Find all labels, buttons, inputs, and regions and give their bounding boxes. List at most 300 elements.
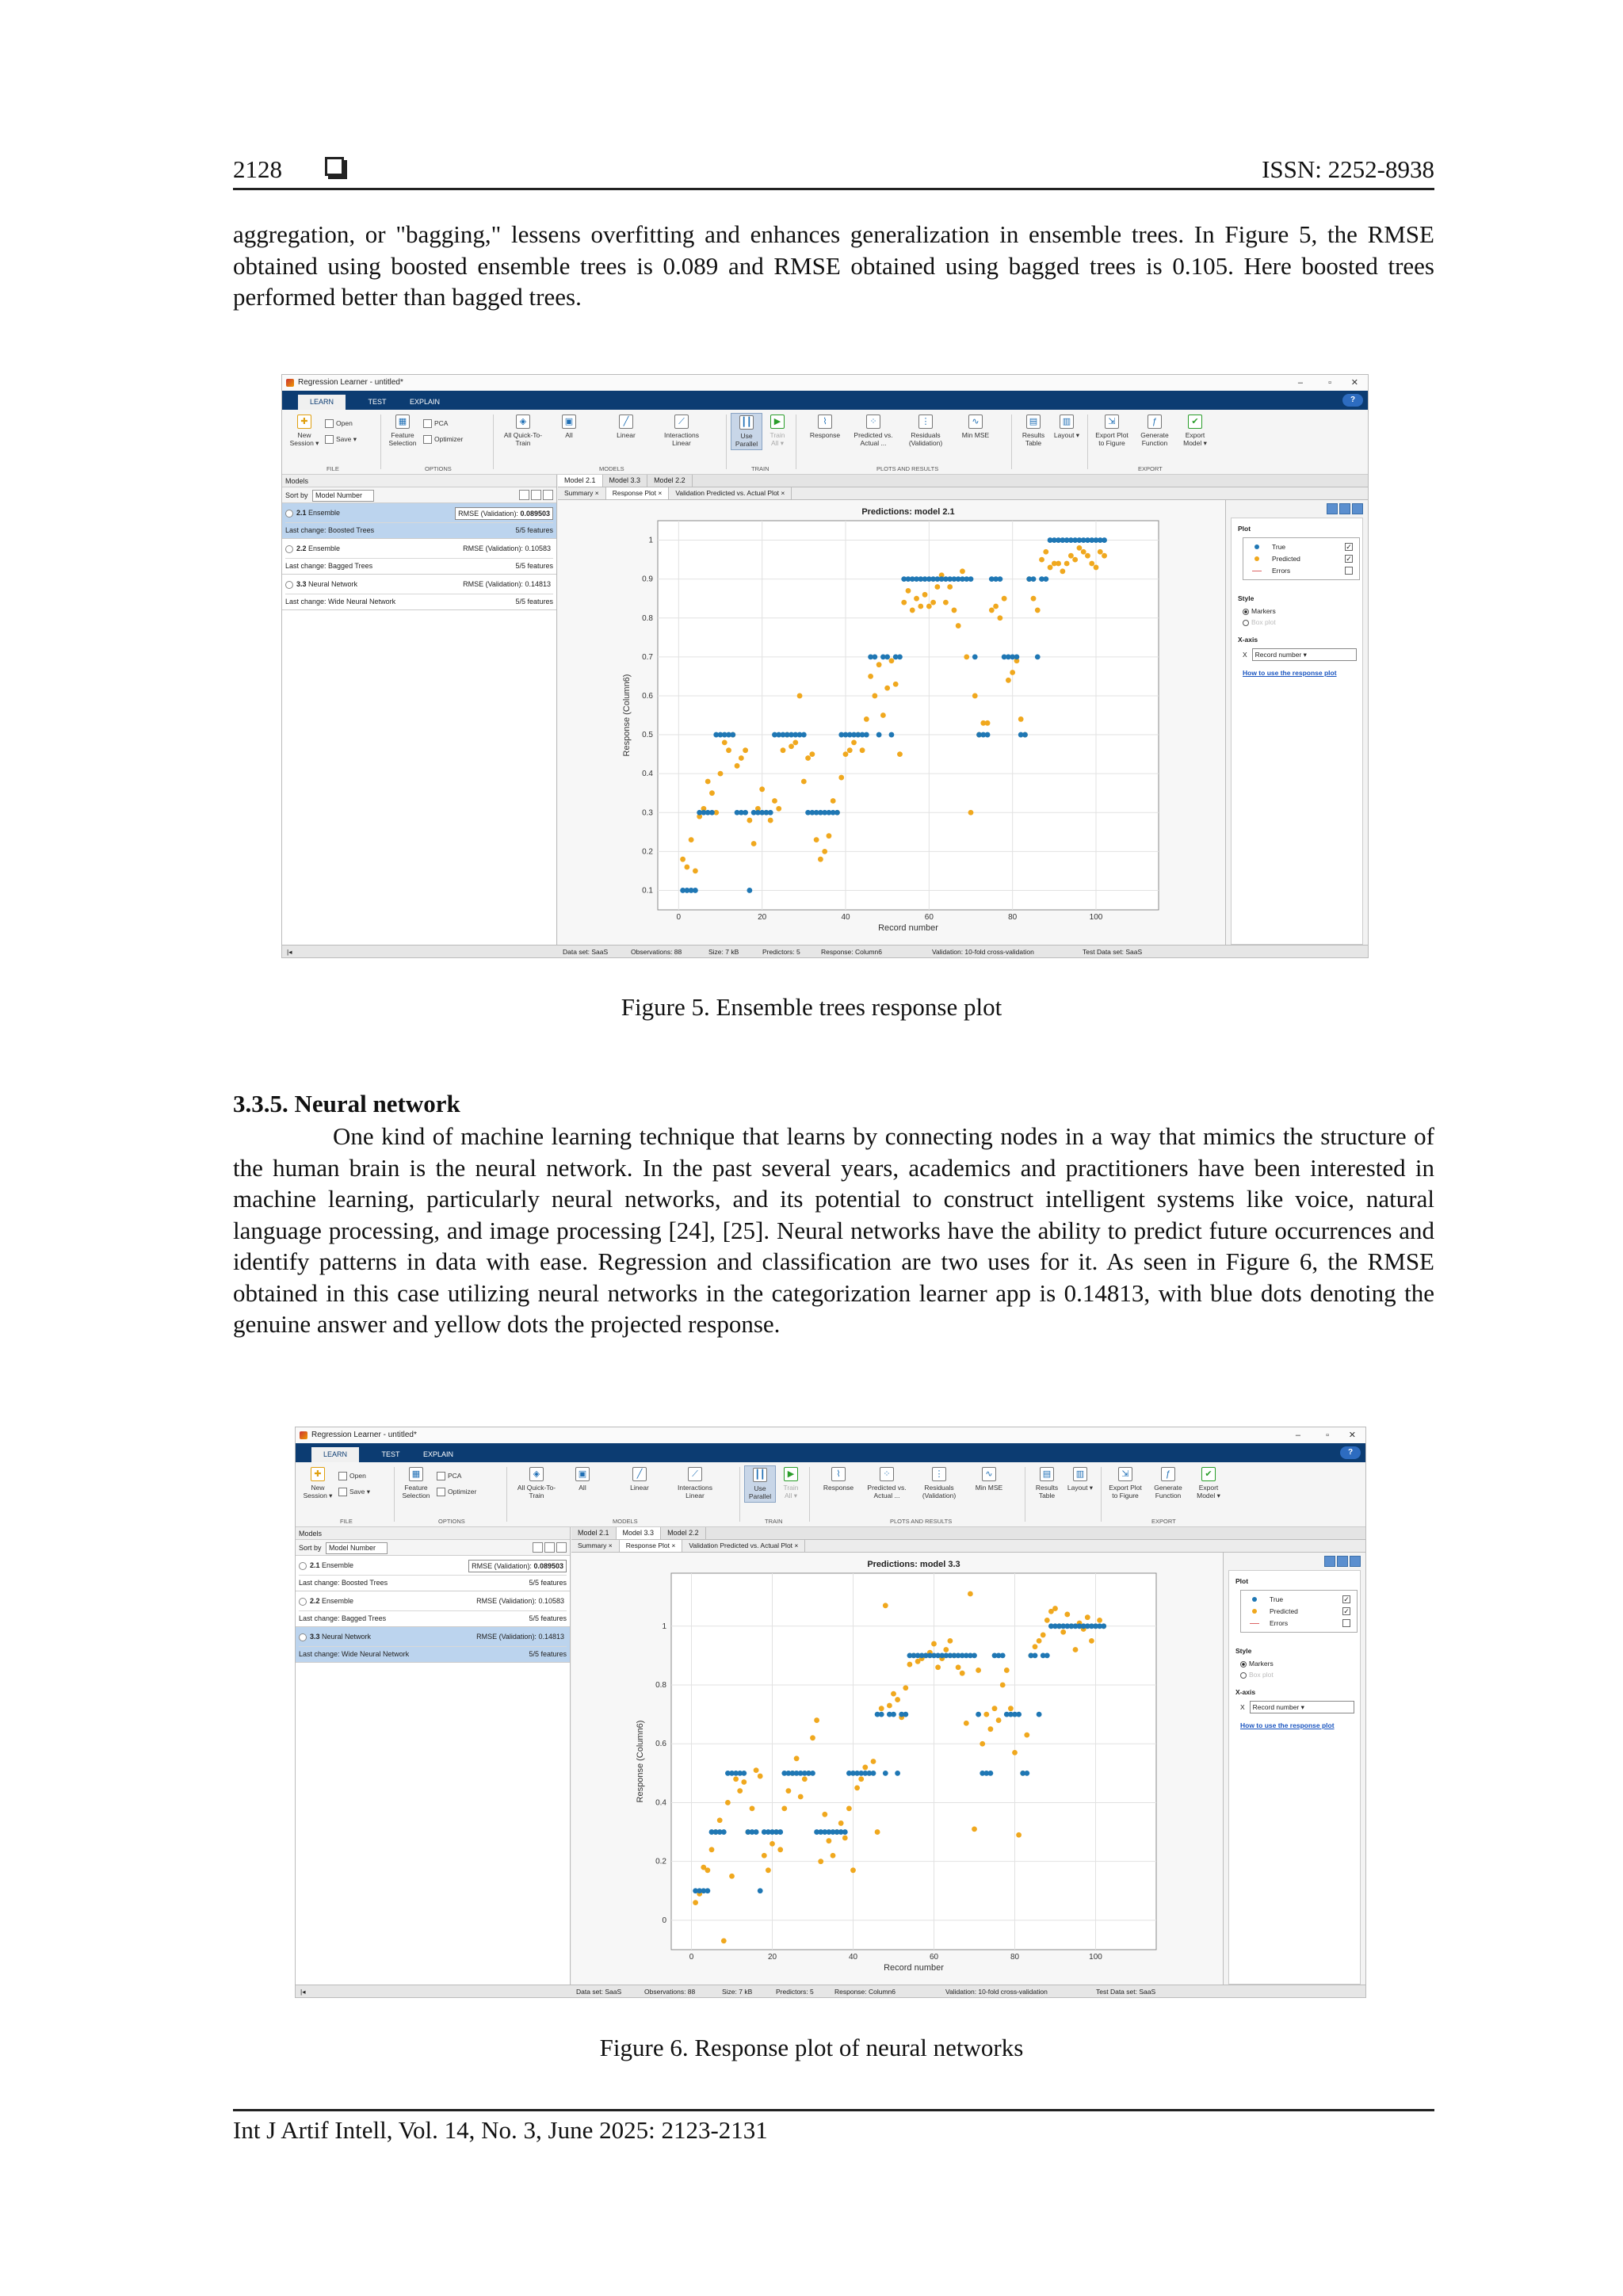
y-tick-label: 0.4 [642, 770, 653, 779]
predicted-point [850, 1867, 856, 1873]
x-axis-label: Record number [884, 1963, 944, 1973]
min-mse-button[interactable]: ∿ Min MSE [969, 1467, 1009, 1492]
zoom-in-icon[interactable] [1324, 1556, 1335, 1567]
status-scroll-icon[interactable]: |◂ [300, 1988, 306, 1996]
use-parallel-button[interactable]: ┃┃ Use Parallel [731, 413, 762, 450]
interactions-linear-button[interactable]: ⟋ Interactions Linear [659, 415, 704, 447]
status-response: Response: Column6 [821, 948, 883, 956]
table-icon: ▦ [409, 1467, 423, 1481]
true-point [1102, 537, 1107, 543]
radio-unselected-icon [1240, 1672, 1247, 1679]
style-markers[interactable]: Markers [1240, 1660, 1274, 1668]
predicted-point [1039, 557, 1044, 563]
new-session-button[interactable]: ✚ New Session ▾ [300, 1467, 335, 1499]
ribbon-separator [493, 415, 494, 469]
tab-explain[interactable]: EXPLAIN [409, 398, 441, 406]
tab-test[interactable]: TEST [381, 1450, 400, 1458]
predicted-point [996, 1717, 1002, 1723]
model-rmse: RMSE (Validation): 0.089503 [455, 507, 553, 520]
doc-tab-model-2-1[interactable]: Model 2.1 [558, 475, 603, 487]
plot-label: Plot [1238, 525, 1251, 533]
x-tick-label: 20 [758, 913, 767, 922]
predicted-point [860, 747, 865, 753]
style-box-plot[interactable]: Box plot [1240, 1671, 1274, 1679]
window-titlebar [296, 1427, 1365, 1443]
group-label-plots: PLOTS AND RESULTS [890, 1518, 953, 1525]
optimizer-button[interactable]: Optimizer [423, 435, 463, 444]
tab-learn[interactable]: LEARN [311, 1447, 359, 1462]
checkbox-unchecked-icon[interactable] [1345, 567, 1353, 575]
tab-validation-plot[interactable]: Validation Predicted vs. Actual Plot × [682, 1540, 805, 1552]
plot-toolbar [1325, 503, 1363, 516]
tab-response-plot[interactable]: Response Plot × [606, 487, 670, 499]
checkbox-checked-icon[interactable]: ✓ [1346, 555, 1352, 563]
doc-tab-model-2-2[interactable]: Model 2.2 [647, 475, 693, 487]
model-features: 5/5 features [515, 526, 553, 534]
export-plot-button[interactable]: ⇲ Export Plot to Figure [1092, 415, 1132, 447]
help-link[interactable]: How to use the response plot [1243, 669, 1337, 677]
copy-icon[interactable] [519, 490, 529, 500]
residuals-icon: ⋮ [932, 1467, 946, 1481]
model-card[interactable] [282, 575, 556, 610]
folder-icon [325, 419, 334, 428]
predicted-point [997, 615, 1002, 621]
generate-function-button[interactable]: ƒ Generate Function [1148, 1467, 1188, 1499]
zoom-out-icon[interactable] [1339, 503, 1350, 514]
window-title: Regression Learner - untitled* [311, 1431, 417, 1439]
all-quick-to-train-button[interactable]: ◈ All Quick-To-Train [501, 415, 545, 447]
y-tick-label: 1 [648, 536, 653, 545]
linear-icon: ╱ [632, 1467, 647, 1481]
response-plot-button[interactable]: ⌇ Response [819, 1467, 858, 1492]
sort-dropdown[interactable]: Model Number [326, 1542, 388, 1554]
predicted-point [818, 857, 823, 862]
play-icon: ▶ [770, 415, 785, 429]
predicted-point [733, 1776, 739, 1782]
true-point [1022, 732, 1028, 738]
predicted-point [1102, 553, 1107, 559]
export-model-button[interactable]: ✔ Export Model ▾ [1178, 415, 1212, 447]
doc-tab-model-2-1[interactable]: Model 2.1 [571, 1527, 617, 1539]
true-point [968, 576, 974, 582]
zoom-in-icon[interactable] [1327, 503, 1338, 514]
predicted-point [718, 771, 724, 777]
predicted-point [726, 747, 731, 753]
model-features: 5/5 features [529, 1614, 567, 1622]
status-test: Test Data set: SaaS [1096, 1988, 1156, 1996]
models-pane [282, 475, 557, 945]
save-icon [338, 1488, 347, 1496]
sort-dropdown[interactable]: Model Number [312, 490, 374, 502]
legend-errors[interactable]: Errors [1250, 565, 1353, 576]
open-button[interactable]: Open [325, 419, 353, 428]
ribbon-tabs [282, 391, 1368, 410]
model-features: 5/5 features [529, 1579, 567, 1587]
copy-icon[interactable] [533, 1542, 543, 1553]
status-response: Response: Column6 [834, 1988, 896, 1996]
predicted-point [1097, 1618, 1102, 1623]
close-icon[interactable]: ✕ [1350, 378, 1358, 388]
predicted-point [1081, 549, 1086, 555]
true-point [864, 732, 869, 738]
predicted-point [827, 1838, 832, 1843]
layout-button[interactable]: ▥ Layout ▾ [1052, 415, 1081, 439]
model-card[interactable] [296, 1627, 570, 1663]
model-card[interactable] [282, 539, 556, 575]
settings-icon[interactable] [531, 490, 541, 500]
predicted-point [960, 1671, 965, 1676]
predicted-point [721, 1938, 727, 1943]
xaxis-select[interactable]: X Record number ▾ [1240, 1701, 1354, 1713]
model-card[interactable] [296, 1556, 570, 1591]
predicted-point [960, 568, 965, 574]
zoom-out-icon[interactable] [1337, 1556, 1348, 1567]
legend-predicted[interactable]: Predicted ✓ [1250, 553, 1353, 564]
predicted-point [1089, 1638, 1094, 1644]
predicted-point [948, 1638, 953, 1644]
tab-response-plot[interactable]: Response Plot × [620, 1540, 683, 1552]
model-card[interactable] [282, 503, 556, 539]
status-size: Size: 7 kB [722, 1988, 753, 1996]
predicted-point [843, 751, 849, 757]
style-label: Style [1235, 1647, 1252, 1655]
true-marker-icon [1254, 544, 1259, 549]
all-models-icon: ▣ [562, 415, 576, 429]
results-table-button[interactable]: ▤ Results Table [1031, 1467, 1063, 1499]
group-label-models: MODELS [613, 1518, 638, 1525]
true-point [1000, 1653, 1006, 1659]
tab-test[interactable]: TEST [368, 398, 387, 406]
xaxis-label: X-axis [1238, 636, 1258, 644]
predicted-point [854, 1785, 860, 1790]
use-parallel-button[interactable]: ┃┃ Use Parallel [744, 1465, 776, 1503]
xaxis-select[interactable]: X Record number ▾ [1243, 648, 1357, 661]
doc-tab-model-2-2[interactable]: Model 2.2 [661, 1527, 706, 1539]
minimize-icon[interactable]: – [1295, 1431, 1300, 1440]
maximize-icon[interactable]: ▫ [1328, 378, 1331, 388]
legend-true[interactable]: True ✓ [1250, 541, 1353, 552]
chart-title: Predictions: model 2.1 [861, 507, 955, 517]
ribbon [296, 1462, 1365, 1527]
generate-function-button[interactable]: ƒ Generate Function [1135, 415, 1174, 447]
layout-icon: ▥ [1073, 1467, 1087, 1481]
checkbox-checked-icon[interactable]: ✓ [1343, 1607, 1350, 1615]
train-all-button[interactable]: ▶ Train All ▾ [766, 415, 789, 447]
true-point [895, 1771, 900, 1776]
predicted-point [802, 1776, 808, 1782]
style-label: Style [1238, 594, 1254, 602]
predicted-point [766, 1867, 771, 1873]
optimizer-button[interactable]: Optimizer [437, 1488, 476, 1496]
gear-icon [423, 435, 432, 444]
plot-tabs [571, 1540, 1365, 1553]
pca-button[interactable]: PCA [437, 1472, 461, 1480]
group-label-train: TRAIN [751, 465, 769, 472]
residuals-button[interactable]: ⋮ Residuals (Validation) [903, 415, 948, 447]
minimize-icon[interactable]: – [1297, 378, 1303, 388]
x-tick-label: 100 [1089, 1953, 1102, 1962]
true-point [1037, 1712, 1042, 1717]
predicted-point [827, 833, 832, 839]
true-point [1033, 1653, 1038, 1659]
min-mse-icon: ∿ [982, 1467, 996, 1481]
export-plot-icon: ⇲ [1105, 415, 1119, 429]
y-tick-label: 0.7 [642, 652, 653, 662]
predicted-point [743, 747, 748, 753]
linear-button[interactable]: ╱ Linear [609, 415, 643, 439]
all-quick-to-train-button[interactable]: ◈ All Quick-To-Train [514, 1467, 559, 1499]
true-point [810, 1771, 815, 1776]
interactions-linear-button[interactable]: ⟋ Interactions Linear [673, 1467, 717, 1499]
predicted-point [1018, 716, 1024, 722]
checkbox-unchecked-icon[interactable] [1342, 1619, 1350, 1627]
legend-true[interactable]: True ✓ [1247, 1594, 1350, 1605]
predicted-point [1098, 549, 1103, 555]
export-plot-button[interactable]: ⇲ Export Plot to Figure [1106, 1467, 1145, 1499]
model-card[interactable] [296, 1591, 570, 1627]
delete-icon[interactable] [556, 1542, 567, 1553]
tab-explain[interactable]: EXPLAIN [422, 1450, 454, 1458]
restore-view-icon[interactable] [1352, 503, 1363, 514]
group-label-file: FILE [340, 1518, 353, 1525]
style-box-plot[interactable]: Box plot [1243, 618, 1276, 626]
predicted-point [872, 693, 877, 699]
predicted-point [751, 841, 757, 846]
y-tick-label: 0.1 [642, 886, 653, 896]
open-button[interactable]: Open [338, 1472, 366, 1480]
all-button[interactable]: ▣ All [565, 1467, 600, 1492]
predicted-point [1060, 568, 1065, 574]
status-predictors: Predictors: 5 [762, 948, 800, 956]
page-number: 2128 [233, 155, 282, 183]
predicted-point [964, 1721, 969, 1726]
predicted-point [893, 682, 899, 687]
group-label-train: TRAIN [765, 1518, 783, 1525]
predicted-point [876, 662, 882, 667]
model-status-icon [299, 1633, 307, 1641]
tab-summary[interactable]: Summary × [571, 1540, 620, 1552]
model-id: 2.2 [296, 544, 307, 552]
tab-validation-plot[interactable]: Validation Predicted vs. Actual Plot × [669, 487, 792, 499]
legend-predicted[interactable]: Predicted ✓ [1247, 1606, 1350, 1617]
ribbon-separator [726, 415, 727, 469]
true-point [1024, 1771, 1029, 1776]
tab-learn[interactable]: LEARN [298, 395, 346, 410]
x-tick-label: 40 [841, 913, 850, 922]
predicted-point [722, 739, 727, 745]
model-status-icon [285, 510, 293, 518]
predicted-point [831, 798, 836, 804]
checkmark-icon: ✔ [1188, 415, 1202, 429]
doc-tab-model-3-3[interactable]: Model 3.3 [603, 475, 648, 487]
predicted-point [758, 1774, 763, 1779]
predicted-point [772, 798, 777, 804]
y-tick-label: 0.4 [655, 1798, 666, 1808]
predicted-vs-actual-button[interactable]: ⁘ Predicted vs. Actual ... [851, 415, 896, 447]
true-point [1044, 1653, 1050, 1659]
group-label-models: MODELS [599, 465, 624, 472]
settings-icon[interactable] [544, 1542, 555, 1553]
predicted-point [930, 600, 936, 606]
style-markers[interactable]: Markers [1243, 607, 1276, 615]
model-last-change: Last change: Boosted Trees [299, 1579, 388, 1587]
table-icon: ▤ [1040, 1467, 1054, 1481]
play-icon: ▶ [784, 1467, 798, 1481]
predicted-point [838, 1820, 844, 1826]
true-point [834, 810, 840, 816]
true-point [693, 888, 698, 893]
predicted-point [1085, 553, 1090, 559]
model-type: Neural Network [308, 580, 358, 588]
help-button[interactable]: ? [1340, 1446, 1361, 1459]
status-validation: Validation: 10-fold cross-validation [945, 1988, 1048, 1996]
delete-icon[interactable] [543, 490, 553, 500]
close-icon[interactable]: ✕ [1348, 1431, 1356, 1440]
maximize-icon[interactable]: ▫ [1326, 1431, 1329, 1440]
predicted-point [968, 810, 974, 816]
predicted-point [810, 1735, 815, 1740]
results-table-button[interactable]: ▤ Results Table [1018, 415, 1049, 447]
plot-options-pane [1225, 500, 1368, 945]
y-axis-label: Response (Column6) [636, 1720, 645, 1803]
ribbon-separator [1011, 415, 1012, 469]
status-scroll-icon[interactable]: |◂ [287, 948, 292, 956]
model-rmse: RMSE (Validation): 0.10583 [476, 1597, 564, 1605]
linear-button[interactable]: ╱ Linear [622, 1467, 657, 1492]
true-point [871, 1771, 876, 1776]
table-icon: ▦ [395, 415, 410, 429]
predicted-point [792, 739, 798, 745]
predicted-point [762, 1853, 767, 1859]
figure6-caption: Figure 6. Response plot of neural networks [599, 2034, 1024, 2061]
chart-title: Predictions: model 3.3 [867, 1560, 960, 1569]
true-point [741, 1771, 747, 1776]
linear-icon: ╱ [619, 415, 633, 429]
ribbon-separator [809, 1467, 810, 1522]
predicted-point [838, 775, 844, 781]
gear-icon [437, 1488, 445, 1496]
model-id: 3.3 [310, 1633, 320, 1641]
x-tick-label: 40 [848, 1953, 858, 1962]
predicted-point [943, 600, 949, 606]
true-point [883, 1771, 888, 1776]
plot-area [558, 500, 1225, 945]
predicted-point [862, 1765, 868, 1771]
residuals-button[interactable]: ⋮ Residuals (Validation) [917, 1467, 961, 1499]
predicted-point [769, 1841, 775, 1847]
doc-tab-model-3-3[interactable]: Model 3.3 [617, 1527, 662, 1539]
true-point [842, 1829, 848, 1835]
models-header: Models [296, 1527, 570, 1540]
predicted-point [776, 806, 781, 812]
export-model-button[interactable]: ✔ Export Model ▾ [1191, 1467, 1226, 1499]
model-features: 5/5 features [529, 1650, 567, 1658]
scatter-plot-icon: ⁘ [866, 415, 880, 429]
y-tick-label: 0.2 [655, 1857, 666, 1866]
restore-view-icon[interactable] [1350, 1556, 1361, 1567]
predicted-point [1077, 545, 1083, 551]
checkmark-icon: ✔ [1201, 1467, 1216, 1481]
pca-button[interactable]: PCA [423, 419, 448, 428]
model-id: 2.1 [296, 509, 307, 517]
y-tick-label: 0 [662, 1916, 666, 1925]
predicted-point [689, 837, 694, 842]
parallel-icon: ┃┃ [753, 1468, 767, 1482]
all-button[interactable]: ▣ All [552, 415, 586, 439]
x-axis-label: Record number [878, 923, 938, 933]
true-point [884, 654, 890, 659]
predicted-point [814, 1717, 819, 1723]
predicted-point [814, 837, 819, 842]
predicted-point [993, 604, 999, 609]
pca-icon [437, 1472, 445, 1480]
train-all-button[interactable]: ▶ Train All ▾ [779, 1467, 803, 1499]
min-mse-button[interactable]: ∿ Min MSE [956, 415, 995, 439]
feature-selection-button[interactable]: ▦ Feature Selection [385, 415, 420, 447]
help-link[interactable]: How to use the response plot [1240, 1721, 1335, 1729]
new-session-button[interactable]: ✚ New Session ▾ [287, 415, 322, 447]
response-plot-button[interactable]: ⌇ Response [805, 415, 845, 439]
predicted-point [1068, 553, 1074, 559]
all-models-icon: ▣ [575, 1467, 590, 1481]
ribbon-separator [1087, 415, 1088, 469]
model-rmse: RMSE (Validation): 0.14813 [463, 580, 551, 588]
plus-icon: ✚ [297, 415, 311, 429]
sort-label: Sort by [299, 1544, 322, 1552]
group-label-file: FILE [327, 465, 339, 472]
status-dataset: Data set: SaaS [563, 948, 609, 956]
model-status-icon [299, 1562, 307, 1570]
predicted-point [1031, 596, 1037, 602]
x-tick-label: 80 [1008, 913, 1018, 922]
predicted-point [891, 1691, 896, 1697]
status-test: Test Data set: SaaS [1083, 948, 1143, 956]
true-point [777, 1829, 783, 1835]
pca-icon [423, 419, 432, 428]
true-point [1016, 1712, 1022, 1717]
predicted-point [851, 739, 857, 745]
save-button[interactable]: Save ▾ [338, 1488, 370, 1496]
checkbox-checked-icon[interactable]: ✓ [1346, 543, 1352, 551]
response-plot-svg [571, 1553, 1223, 1985]
help-button[interactable]: ? [1342, 394, 1363, 407]
checkbox-checked-icon[interactable]: ✓ [1343, 1595, 1350, 1603]
model-type: Ensemble [322, 1561, 354, 1569]
model-id: 2.1 [310, 1561, 320, 1569]
y-tick-label: 0.6 [655, 1740, 666, 1749]
parallel-icon: ┃┃ [739, 415, 754, 430]
true-point [876, 732, 882, 738]
error-line-icon [1250, 1623, 1259, 1624]
y-tick-label: 0.5 [642, 731, 653, 740]
predicted-point [976, 1668, 981, 1673]
legend-errors[interactable]: Errors [1247, 1618, 1350, 1629]
feature-selection-button[interactable]: ▦ Feature Selection [399, 1467, 433, 1499]
predicted-point [768, 818, 773, 823]
layout-button[interactable]: ▥ Layout ▾ [1066, 1467, 1094, 1492]
y-axis-label: Response (Column6) [622, 674, 632, 757]
ribbon-separator [394, 1467, 395, 1522]
predicted-point [747, 818, 752, 823]
true-point [721, 1829, 727, 1835]
predicted-point [693, 1900, 698, 1905]
predicted-vs-actual-button[interactable]: ⁘ Predicted vs. Actual ... [865, 1467, 909, 1499]
tab-summary[interactable]: Summary × [558, 487, 606, 499]
save-button[interactable]: Save ▾ [325, 435, 357, 444]
interactions-icon: ⟋ [688, 1467, 702, 1481]
ribbon-separator [380, 415, 381, 469]
predicted-point [875, 1829, 880, 1835]
